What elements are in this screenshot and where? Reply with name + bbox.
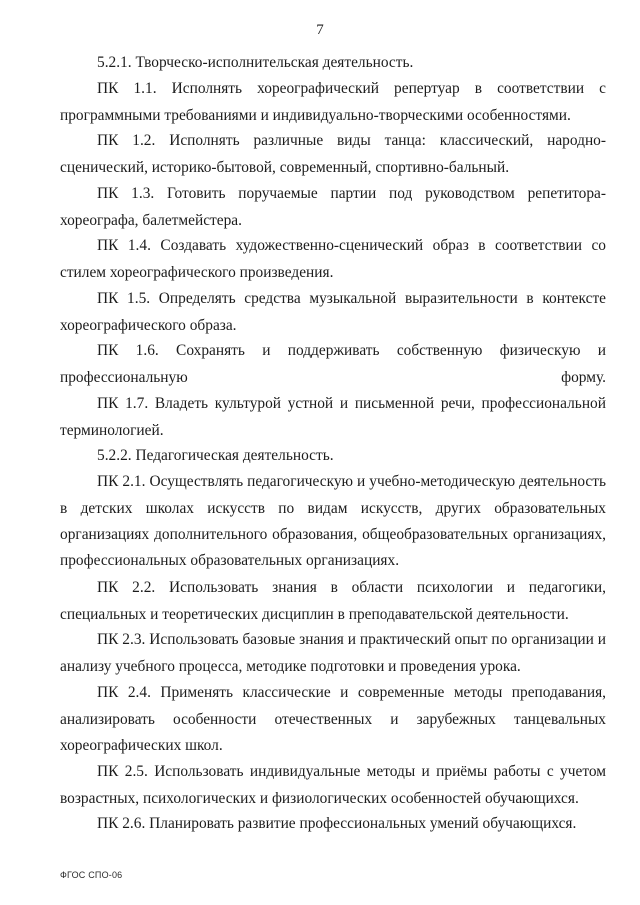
competency-pk-2-3: ПК 2.3. Использовать базовые знания и практический опыт по организации и анализу учебного процесса, методике подготовки и проведения урока.: [60, 631, 606, 675]
section-heading-5-2-2: 5.2.2. Педагогическая деятельность.: [97, 447, 334, 465]
competency-pk-2-6: ПК 2.6. Планировать развитие профессиональных умений обучающихся.: [97, 815, 577, 833]
competency-pk-1-7: ПК 1.7. Владеть культурой устной и письменной речи, профессиональной терминологией.: [60, 395, 606, 439]
footer-code: ФГОС СПО-06: [60, 870, 123, 880]
competency-pk-1-3: ПК 1.3. Готовить поручаемые партии под руководством репетитора-хореографа, балетмейстера.: [60, 185, 606, 229]
competency-pk-1-2: ПК 1.2. Исполнять различные виды танца: классический, народно-сценический, историко-бытовой, современный, спортивно-бальный.: [60, 132, 606, 176]
page-number: 7: [316, 22, 324, 38]
competency-pk-1-1: ПК 1.1. Исполнять хореографический репертуар в соответствии с программными требованиями и индивидуально-творческими особенностями.: [60, 80, 606, 124]
competency-pk-2-5: ПК 2.5. Использовать индивидуальные методы и приёмы работы с учетом возрастных, психологических и физиологических особенностей обучающихся.: [60, 763, 606, 807]
competency-pk-1-6: ПК 1.6. Сохранять и поддерживать собственную физическую и профессиональную форму.: [60, 342, 606, 386]
competency-pk-2-4: ПК 2.4. Применять классические и современные методы преподавания, анализировать особенности отечественных и зарубежных танцевальных хореографических школ.: [60, 684, 606, 754]
competency-pk-1-5: ПК 1.5. Определять средства музыкальной выразительности в контексте хореографического образа.: [60, 290, 606, 334]
competency-pk-2-1: ПК 2.1. Осуществлять педагогическую и учебно-методическую деятельность в детских школах искусств по видам искусств, других образовательных организациях дополнительного образования, общеобразовательных организациях, профессиональных образовательных организациях.: [60, 473, 606, 570]
competency-pk-2-2: ПК 2.2. Использовать знания в области психологии и педагогики, специальных и теоретических дисциплин в преподавательской деятельности.: [60, 579, 606, 623]
section-heading-5-2-1: 5.2.1. Творческо-исполнительская деятельность.: [97, 54, 414, 72]
competency-pk-1-4: ПК 1.4. Создавать художественно-сценический образ в соответствии со стилем хореографического произведения.: [60, 237, 606, 281]
